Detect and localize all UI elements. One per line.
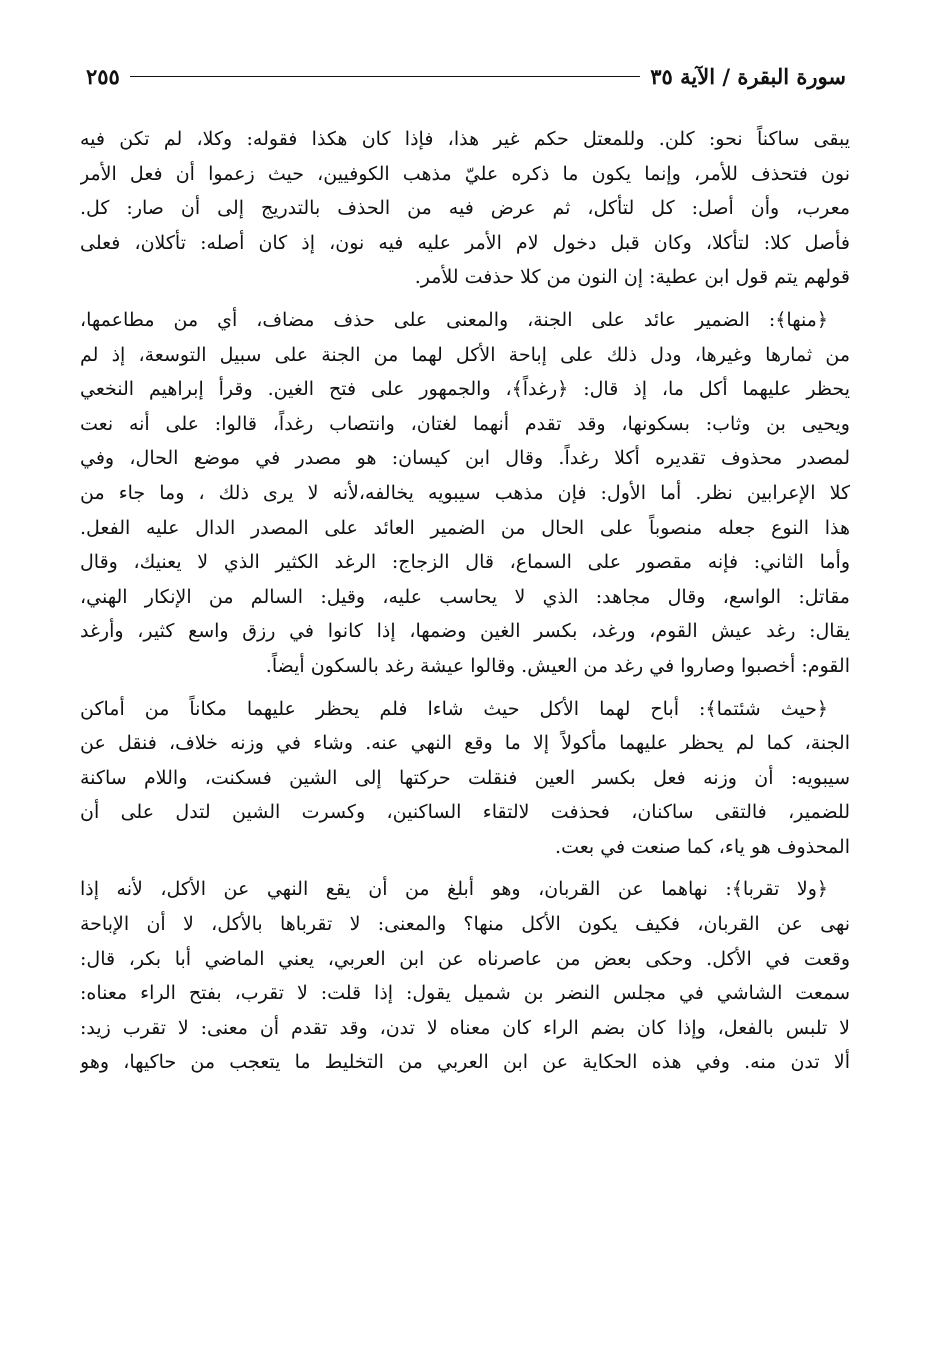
- text-line: وقعت في الأكل. وحكى بعض من عاصرناه عن ابن العربي، يعني الماضي أبا بكر، قال:: [80, 947, 850, 970]
- text-line: كلا الإعرابين نظر. أما الأول: فإن مذهب سيبويه يخالفه،لأنه لا يرى ذلك ، وما جاء من: [80, 481, 850, 504]
- text-line: فأصل كلا: لتأكلا، وكان قبل دخول لام الأمر عليه فيه نون، إذ كان أصله: تأكلان، فعلى: [80, 231, 850, 254]
- text-line: المحذوف هو ياء، كما صنعت في بعت.: [555, 835, 850, 858]
- text-line: ﴿منها﴾: الضمير عائد على الجنة، والمعنى على حذف مضاف، أي من مطاعمها،: [80, 308, 828, 331]
- text-line: معرب، وأن أصل: كل لتأكل، ثم عرض فيه من الحذف بالتدريج إلى أن صار: كل.: [80, 197, 850, 220]
- text-line: ويحيى بن وثاب: بسكونها، وقد تقدم أنهما لغتان، وانتصاب رغداً، قالوا: على أنه نعت: [80, 412, 850, 435]
- paragraph: [80, 692, 850, 865]
- text-line: القوم: أخصبوا وصاروا في رغد من العيش. وقالوا عيشة رغد بالسكون أيضاً.: [265, 654, 850, 677]
- text-line: هذا النوع جعله منصوباً على الحال من الضمير العائد على المصدر الدال عليه الفعل.: [80, 516, 850, 539]
- text-line: ﴿ولا تقربا﴾: نهاهما عن القربان، وهو أبلغ من أن يقع النهي عن الأكل، لأنه إذا: [80, 878, 828, 901]
- paragraph: [80, 303, 850, 684]
- text-line: وأما الثاني: فإنه مقصور على السماع، قال الزجاج: الرغد الكثير الذي لا يعنيك، وقال: [80, 551, 850, 574]
- text-line: ﴿حيث شئتما﴾: أباح لهما الأكل حيث شاءا فلم يحظر عليهما مكاناً من أماكن: [80, 697, 828, 720]
- page-body: [80, 122, 850, 1080]
- text-line: نهى عن القربان، فكيف يكون الأكل منها؟ والمعنى: لا تقرباها بالأكل، لا أن الإباحة: [80, 913, 850, 936]
- text-line: سيبويه: أن وزنه فعل بكسر العين فنقلت حركتها إلى الشين فسكنت، واللام ساكنة: [80, 766, 850, 789]
- text-line: لمصدر محذوف تقديره أكلا رغداً. وقال ابن كيسان: هو مصدر في موضع الحال، وفي: [80, 447, 850, 470]
- paragraph: [80, 122, 850, 295]
- text-line: يبقى ساكناً نحو: كلن. وللمعتل حكم غير هذا، فإذا كان هكذا فقوله: وكلا، لم تكن فيه: [80, 128, 850, 150]
- text-line: من ثمارها وغيرها، ودل ذلك على إباحة الأكل لهما من الجنة على سبيل التوسعة، إذ لم: [80, 343, 850, 366]
- page-number: ٢٥٥: [86, 63, 120, 89]
- text-line: نون فتحذف للأمر، وإنما يكون ما ذكره عليّ مذهب الكوفيين، حيث زعموا أن فعل الأمر: [80, 162, 850, 185]
- text-line: يقال: رغد عيش القوم، ورغد، بكسر الغين وضمها، إذا كانوا في رزق واسع كثير، وأرغد: [80, 620, 850, 643]
- text-line: ألا تدن منه. وفي هذه الحكاية عن ابن العربي من التخليط ما يتعجب من حاكيها، وهو: [80, 1051, 850, 1074]
- text-line: للضمير، فالتقى ساكنان، فحذفت لالتقاء الساكنين، وكسرت الشين لتدل على أن: [80, 801, 850, 824]
- text-line: مقاتل: الواسع، وقال مجاهد: الذي لا يحاسب عليه، وقيل: السالم من الإنكار الهني،: [80, 585, 850, 608]
- paragraph: [80, 872, 850, 1080]
- header-rule: [130, 76, 640, 77]
- text-line: يحظر عليهما أكل ما، إذ قال: ﴿رغداً﴾، والجمهور على فتح الغين. وقرأ إبراهيم النخعي: [80, 378, 850, 401]
- running-title: سورة البقرة / الآية ٣٥: [650, 63, 846, 89]
- page-header: [86, 58, 846, 94]
- text-line: الجنة، كما لم يحظر عليهما مأكولاً إلا ما وقع النهي عنه. وشاء في وزنه خلاف، فنقل عن: [80, 732, 850, 755]
- text-line: سمعت الشاشي في مجلس النضر بن شميل يقول: إذا قلت: لا تقرب، بفتح الراء معناه:: [80, 982, 850, 1005]
- text-line: لا تلبس بالفعل، وإذا كان بضم الراء كان معناه لا تدن، وقد تقدم أن معنى: لا تقرب زيد:: [80, 1016, 850, 1039]
- text-line: قولهم يتم قول ابن عطية: إن النون من كلا حذفت للأمر.: [414, 266, 850, 289]
